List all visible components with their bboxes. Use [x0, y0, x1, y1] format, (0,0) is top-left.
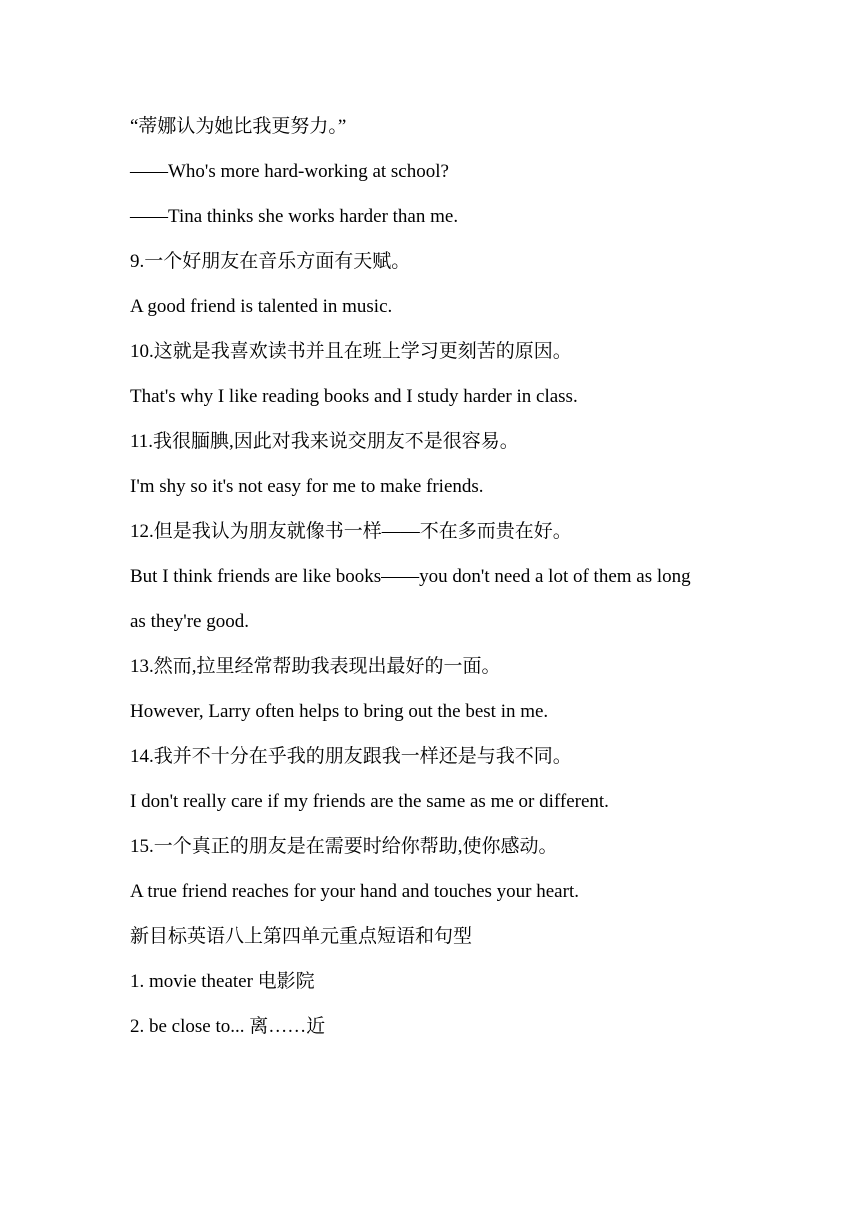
text-line: 13.然而,拉里经常帮助我表现出最好的一面。 — [130, 656, 501, 677]
section-heading: 新目标英语八上第四单元重点短语和句型 — [130, 926, 473, 947]
text-line: 15.一个真正的朋友是在需要时给你帮助,使你感动。 — [130, 836, 558, 857]
text-line: ——Tina thinks she works harder than me. — [130, 206, 459, 227]
text-line: I don't really care if my friends are the same as me or different. — [130, 791, 609, 812]
text-line: A good friend is talented in music. — [130, 296, 393, 317]
text-line: 12.但是我认为朋友就像书一样——不在多而贵在好。 — [130, 521, 572, 542]
text-line: “蒂娜认为她比我更努力。” — [130, 116, 347, 137]
document-body — [130, 104, 750, 1049]
text-line: 10.这就是我喜欢读书并且在班上学习更刻苦的原因。 — [130, 341, 572, 362]
text-line: I'm shy so it's not easy for me to make friends. — [130, 476, 484, 497]
text-line: 1. movie theater 电影院 — [130, 971, 315, 992]
text-line: A true friend reaches for your hand and touches your heart. — [130, 881, 579, 902]
text-line: 14.我并不十分在乎我的朋友跟我一样还是与我不同。 — [130, 746, 572, 767]
text-line: ——Who's more hard-working at school? — [130, 161, 449, 182]
text-line: That's why I like reading books and I study harder in class. — [130, 386, 578, 407]
text-line: 9.一个好朋友在音乐方面有天赋。 — [130, 251, 411, 272]
text-line: But I think friends are like books——you don't need a lot of them as long — [130, 566, 691, 587]
text-line: 2. be close to... 离……近 — [130, 1016, 326, 1037]
text-line: 11.我很腼腆,因此对我来说交朋友不是很容易。 — [130, 431, 519, 452]
text-line: However, Larry often helps to bring out the best in me. — [130, 701, 549, 722]
text-line: as they're good. — [130, 611, 249, 632]
